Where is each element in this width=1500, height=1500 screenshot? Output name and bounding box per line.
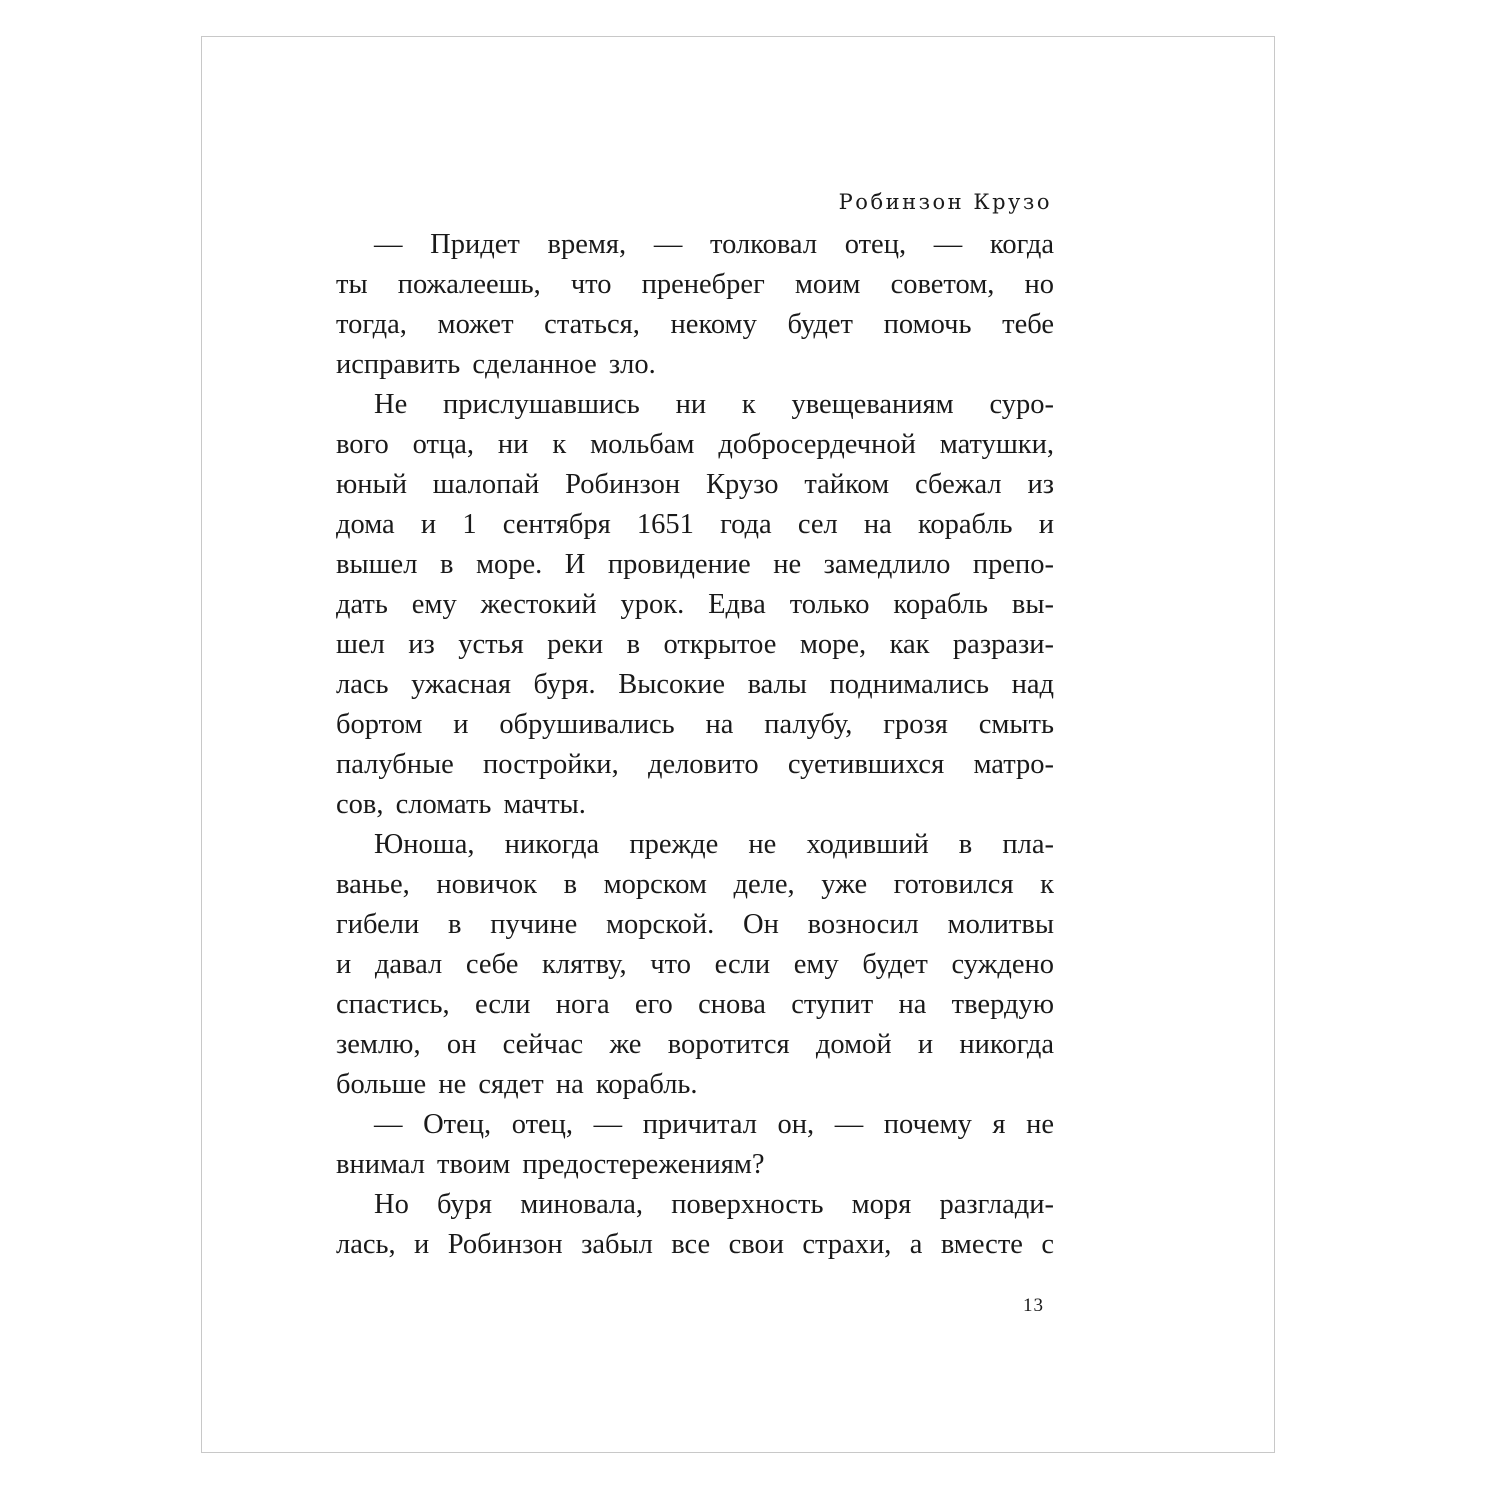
text-line: Но буря миновала, поверхность моря разглади-: [374, 1189, 1054, 1220]
text-line: спастись, если нога его снова ступит на твердую: [336, 989, 1054, 1020]
text-line: сов, сломать мачты.: [336, 789, 586, 820]
running-head: Робинзон Крузо: [838, 190, 1052, 214]
text-line: дать ему жестокий урок. Едва только корабль вы-: [336, 589, 1054, 620]
text-line: исправить сделанное зло.: [336, 349, 656, 380]
text-line: больше не сядет на корабль.: [336, 1069, 698, 1100]
page-number: 13: [1023, 1295, 1044, 1316]
text-line: лась ужасная буря. Высокие валы поднимались над: [336, 669, 1054, 700]
text-line: вого отца, ни к мольбам добросердечной матушки,: [336, 429, 1054, 460]
text-line: лась, и Робинзон забыл все свои страхи, а вместе с: [336, 1229, 1054, 1260]
text-line: землю, он сейчас же воротится домой и никогда: [336, 1029, 1054, 1060]
text-line: юный шалопай Робинзон Крузо тайком сбежал из: [336, 469, 1054, 500]
text-line: вышел в море. И провидение не замедлило препо-: [336, 549, 1054, 580]
text-line: и давал себе клятву, что если ему будет суждено: [336, 949, 1054, 980]
text-line: палубные постройки, деловито суетившихся матро-: [336, 749, 1054, 780]
text-line: Юноша, никогда прежде не ходивший в пла-: [374, 829, 1054, 860]
text-line: бортом и обрушивались на палубу, грозя смыть: [336, 709, 1054, 740]
text-line: тогда, может статься, некому будет помочь тебе: [336, 309, 1054, 340]
text-line: внимал твоим предостережениям?: [336, 1149, 765, 1180]
body-text: [336, 225, 1054, 1265]
text-line: ты пожалеешь, что пренебрег моим советом, но: [336, 269, 1054, 300]
text-line: ванье, новичок в морском деле, уже готовился к: [336, 869, 1054, 900]
text-line: гибели в пучине морской. Он возносил молитвы: [336, 909, 1054, 940]
text-line: — Придет время, — толковал отец, — когда: [374, 229, 1054, 260]
text-line: дома и 1 сентября 1651 года сел на корабль и: [336, 509, 1054, 540]
book-page: [201, 36, 1275, 1453]
text-line: шел из устья реки в открытое море, как разрази-: [336, 629, 1054, 660]
text-line: — Отец, отец, — причитал он, — почему я не: [374, 1109, 1054, 1140]
text-line: Не прислушавшись ни к увещеваниям суро-: [374, 389, 1054, 420]
